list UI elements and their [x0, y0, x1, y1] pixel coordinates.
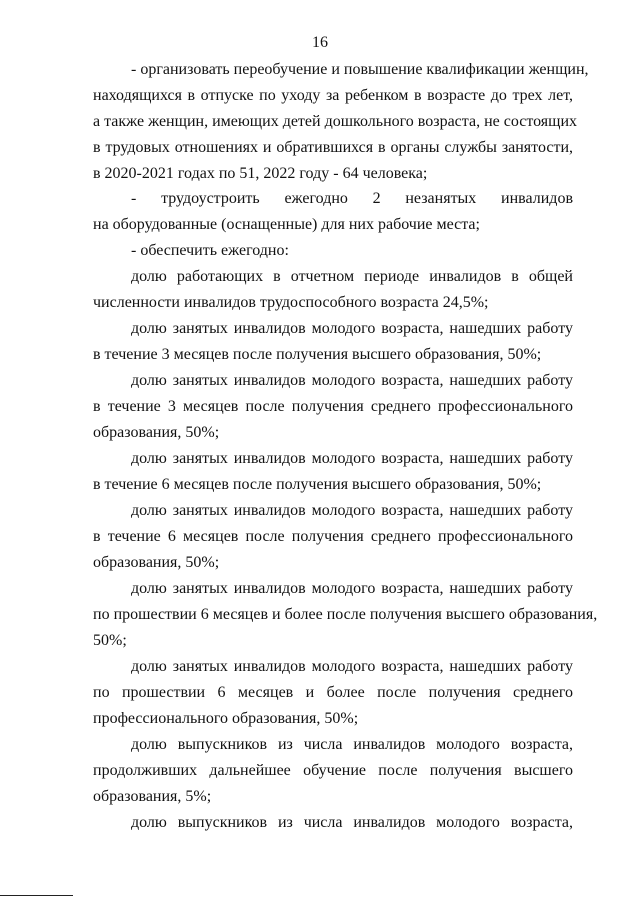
text-line: по прошествии 6 месяцев и более после получения среднего	[93, 684, 573, 701]
page-number: 16	[312, 34, 328, 51]
text-line: в течение 6 месяцев после получения высшего образования, 50%;	[93, 476, 542, 493]
text-line: численности инвалидов трудоспособного возраста 24,5%;	[93, 294, 489, 311]
text-line: профессионального образования, 50%;	[93, 710, 359, 727]
text-line: в течение 6 месяцев после получения среднего профессионального	[93, 528, 573, 545]
text-line: по прошествии 6 месяцев и более после получения высшего образования,	[93, 606, 598, 623]
text-line: долю работающих в отчетном периоде инвалидов в общей	[131, 268, 573, 285]
text-line: долю занятых инвалидов молодого возраста, нашедших работу	[131, 658, 573, 675]
text-line: в трудовых отношениях и обратившихся в органы службы занятости,	[93, 139, 573, 156]
text-line: долю выпускников из числа инвалидов молодого возраста,	[131, 814, 573, 831]
text-line: долю занятых инвалидов молодого возраста, нашедших работу	[131, 372, 573, 389]
text-line: образования, 50%;	[93, 554, 220, 571]
text-line: в течение 3 месяцев после получения среднего профессионального	[93, 398, 573, 415]
text-line: долю выпускников из числа инвалидов молодого возраста,	[131, 736, 573, 753]
text-line: в течение 3 месяцев после получения высшего образования, 50%;	[93, 346, 542, 363]
text-line: в 2020-2021 годах по 51, 2022 году - 64 человека;	[93, 165, 428, 182]
text-line: - трудоустроить ежегодно 2 незанятых инвалидов	[131, 190, 573, 207]
text-line: долю занятых инвалидов молодого возраста, нашедших работу	[131, 502, 573, 519]
text-line: долю занятых инвалидов молодого возраста, нашедших работу	[131, 450, 573, 467]
text-line: образования, 50%;	[93, 424, 220, 441]
text-line: 50%;	[93, 632, 127, 649]
text-line: долю занятых инвалидов молодого возраста, нашедших работу	[131, 320, 573, 337]
text-line: - обеспечить ежегодно:	[131, 242, 289, 259]
text-line: а также женщин, имеющих детей дошкольного возраста, не состоящих	[93, 113, 578, 130]
text-line: на оборудованные (оснащенные) для них рабочие места;	[93, 216, 480, 233]
text-line: находящихся в отпуске по уходу за ребенком в возрасте до трех лет,	[93, 87, 573, 104]
footer-rule	[0, 895, 73, 896]
text-line: - организовать переобучение и повышение квалификации женщин,	[131, 61, 589, 78]
text-line: долю занятых инвалидов молодого возраста, нашедших работу	[131, 580, 573, 597]
text-line: продолживших дальнейшее обучение после получения высшего	[93, 762, 573, 779]
text-line: образования, 5%;	[93, 788, 212, 805]
